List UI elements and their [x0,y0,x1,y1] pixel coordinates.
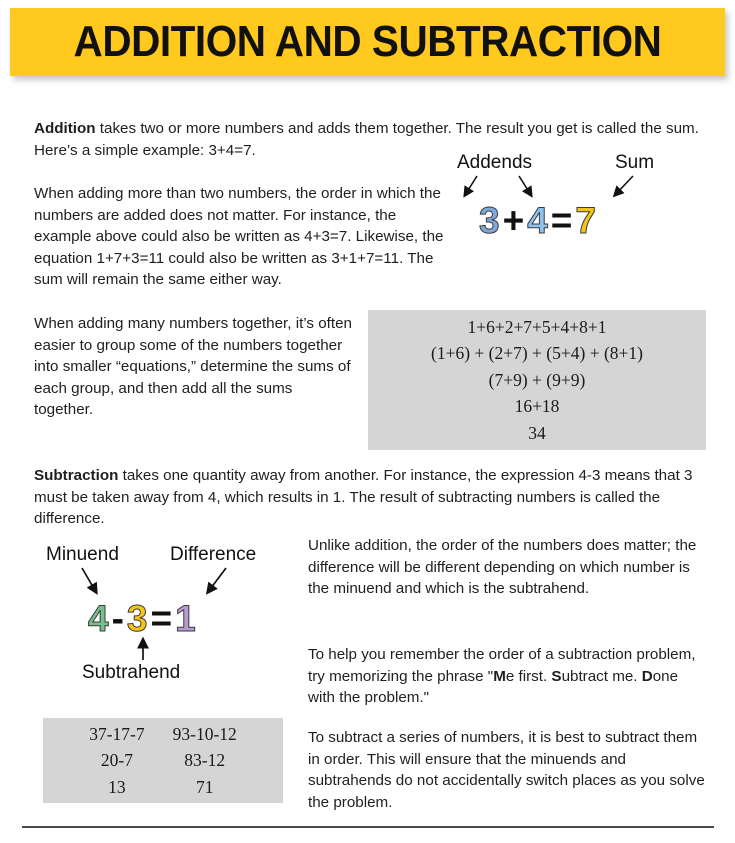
series-column-one [89,721,144,801]
subtraction-mnemonic-paragraph [308,644,708,709]
arrow-difference-to-value [208,568,226,592]
arrow-addends-to-first [465,176,477,195]
addition-lead-word: Addition [34,120,96,137]
addends-label: Addends [457,152,533,173]
subtrahend-label: Subtrahend [82,662,181,683]
subtraction-intro-paragraph [34,465,706,530]
subtraction-equation-figure [30,542,320,692]
footer-divider [22,826,714,828]
addition-grouping-example-box [368,310,706,450]
sum-value: 7 [575,200,597,241]
page-header-banner [10,8,725,76]
second-addend-value: 4 [527,200,549,241]
arrow-sum-to-result [615,176,633,195]
minus-operator: - [111,598,125,639]
first-addend-value: 3 [479,200,501,241]
mnemonic-d-bold: D [641,667,653,685]
subtraction-series-example-box [43,718,283,803]
mnemonic-m-bold: M [493,667,506,685]
series-line: 93-10-12 [172,723,237,744]
difference-value: 1 [175,598,197,639]
grouping-line: 34 [528,422,546,443]
addition-order-paragraph: When adding more than two numbers, the order in which the numbers are added does not matter. For instance, the example above could also be written as 4+3=7. Likewise, the equation 1+7+3=11 could also be written as 3+1+7=11. The sum will remain the same either way. [34,185,444,289]
equals-operator: = [150,598,174,639]
grouping-line: (7+9) + (9+9) [488,369,586,390]
mnemonic-m-rest: e first. [505,667,552,685]
mnemonic-s-bold: S [551,667,562,685]
series-column-two [173,721,237,801]
subtraction-equation [88,598,197,640]
series-line: 83-12 [184,750,226,771]
equals-operator: = [550,200,574,241]
grouping-line: (1+6) + (2+7) + (5+4) + (8+1) [431,343,643,364]
grouping-line: 1+6+2+7+5+4+8+1 [467,316,607,337]
mnemonic-s-rest: ubtract me. [561,667,642,685]
addition-intro-text: takes two or more numbers and adds them together. The result you get is called the sum. Here’s a simple example: 3+4=7. [34,120,699,159]
arrow-addends-to-second [519,176,531,195]
arrow-minuend-to-value [82,568,96,592]
plus-operator: + [502,200,526,241]
series-line: 71 [195,776,214,797]
subtraction-order-paragraph: Unlike addition, the order of the numbers does matter; the difference will be different depending on which number is the minuend and which is the subtrahend. [308,537,697,598]
subtraction-intro-text: takes one quantity away from another. For instance, the expression 4-3 means that 3 must be taken away from 4, which results in 1. The result of subtracting numbers is called the difference. [34,467,693,528]
difference-label: Difference [170,544,257,565]
series-line: 20-7 [100,750,133,771]
addition-equation [479,200,597,242]
mnemonic-d-rest: one with the problem." [308,667,679,707]
subtrahend-value: 3 [126,598,149,639]
grouping-line: 16+18 [514,396,560,417]
minuend-label: Minuend [46,544,119,565]
subtraction-series-paragraph: To subtract a series of numbers, it is best to subtract them in order. This will ensure that the minuends and subtrahends do not accidentally switch places as you solve the problem. [308,729,705,811]
series-line: 37-17-7 [89,723,145,744]
series-line: 13 [108,776,126,797]
sum-label: Sum [615,152,655,173]
page-title: ADDITION AND SUBTRACTION [73,17,662,66]
mnemonic-lead: To help you remember the order of a subtraction problem, try memorizing the phrase " [308,646,696,685]
subtraction-lead-word: Subtraction [34,467,119,484]
minuend-value: 4 [88,598,110,639]
addition-equation-figure [443,152,708,257]
addition-grouping-paragraph: When adding many numbers together, it’s often easier to group some of the numbers together into smaller “equations,” determine the sums of each group, and then add all the sums together. [34,315,353,419]
